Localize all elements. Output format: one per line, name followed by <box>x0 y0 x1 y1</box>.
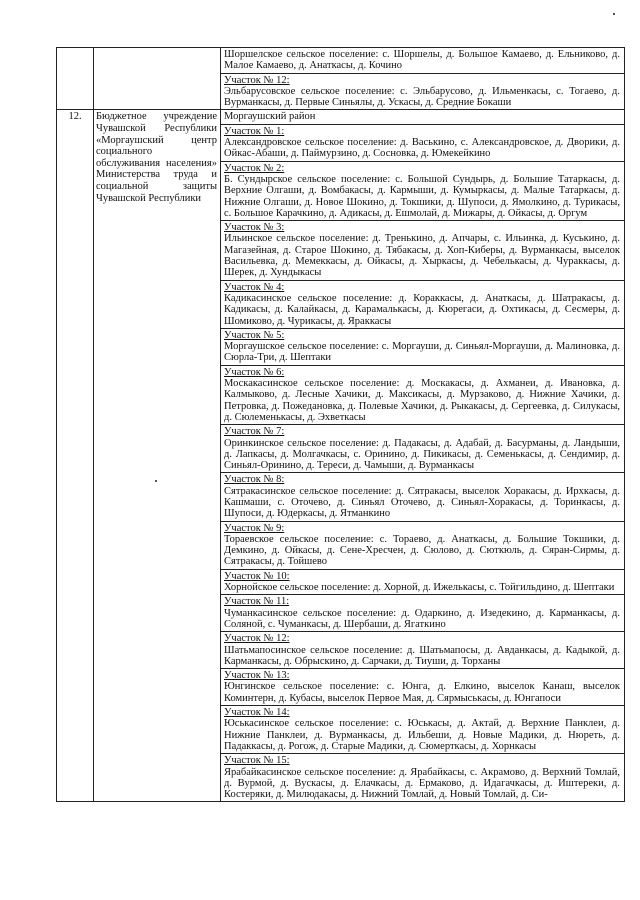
section-label: Участок № 7: <box>224 426 285 438</box>
section-label: Участок № 6: <box>224 366 285 378</box>
scan-speck <box>613 13 615 15</box>
section <box>221 522 624 570</box>
row-number: 12. <box>57 110 94 802</box>
section-label: Участок № 14: <box>224 707 290 719</box>
section <box>221 366 624 425</box>
section-label: Участок № 12: <box>224 633 290 645</box>
section-text: Ярабайкасинское сельское поселение: д. Ярабайкасы, с. Акрамово, д. Верхний Томлай, д. Вурмой, д. Вускасы, д. Елачкасы, д. Ермаково, д. Идагачкасы, д. Иштереки, д. Костеряки, д. Милюдакасы, д. Нижний Томлай, д. Новый Томлай, д. Си- <box>224 766 620 801</box>
section-text: Сятракасинское сельское поселение: д. Сятракасы, выселок Хоракасы, д. Ирхкасы, д. Кашмаши, с. Оточево, д. Синьял Оточево, д. Синьял-Хоракасы, д. Торинкасы, д. Шупоси, д. Юдеркасы, д. Ятманкино <box>224 485 620 520</box>
table-row <box>57 110 625 802</box>
section-label: Участок № 9: <box>224 522 285 534</box>
section <box>221 125 624 162</box>
section-text: Шоршелское сельское поселение: с. Шоршелы, д. Большое Камаево, д. Ельниково, д. Малое Камаево, д. Анаткасы, д. Кочино <box>221 48 624 74</box>
institution-name: Бюджетное учреждение Чувашской Республики «Моргаушский центр социального обслуживания населения» Министерства труда и социальной защиты Чувашской Республики <box>94 110 221 802</box>
section <box>221 595 624 632</box>
section-label: Участок № 12: <box>224 74 290 86</box>
section <box>221 281 624 329</box>
section-label: Участок № 10: <box>224 570 290 582</box>
section <box>221 754 624 801</box>
section-text: Хорнойское сельское поселение: д. Хорной, д. Ижелькасы, с. Тойгильдино, д. Шептаки <box>224 582 615 594</box>
section <box>221 74 624 110</box>
section-text: Б. Сундырское сельское поселение: с. Большой Сундырь, д. Большие Татаркасы, д. Верхние Олгаши, д. Вомбакасы, д. Кармыши, д. Кумыркасы, д. Малые Татаркасы, д. Нижние Олгаши, д. Новое Шокино, д. Токшики, д. Шупоси, д. Ямолкино, д. Турикасы, с. Большое Карачкино, д. Адикасы, д. Ешмолай, д. Мижары, д. Ойкасы, д. Оргум <box>224 173 620 219</box>
territory-table <box>56 47 625 802</box>
section <box>221 570 624 596</box>
section-text: Чуманкасинское сельское поселение: д. Одаркино, д. Изедекино, д. Карманкасы, д. Соляной, с. Чуманкасы, д. Шербаши, д. Ягаткино <box>224 607 620 630</box>
document-page <box>56 47 620 802</box>
section-text: Оринкинское сельское поселение: д. Падакасы, д. Адабай, д. Басурманы, д. Ландыши, д. Лапкасы, д. Молгачкасы, с. Оринино, д. Пикикасы, д. Семенькасы, д. Сендимир, д. Синьял-Оринино, д. Тереси, д. Чамыши, д. Вурманкасы <box>224 437 620 472</box>
section-label: Участок № 15: <box>224 755 290 767</box>
scan-speck <box>155 480 157 482</box>
districts-cell <box>221 110 625 802</box>
section-text: Москакасинское сельское поселение: д. Москакасы, д. Ахманеи, д. Ивановка, д. Калмыково, д. Лесные Хачики, д. Максикасы, д. Мурзаково, д. Нижние Хачики, д. Петровка, д. Пожедановка, д. Полевые Хачики, д. Рыкакасы, д. Сергеевка, д. Силукасы, д. Сюлеменькасы, д. Эхветкасы <box>224 378 620 423</box>
section-text: Ильинское сельское поселение: д. Тренькино, д. Апчары, с. Ильинка, д. Куськино, д. Магазейная, д. Старое Шокино, д. Тябакасы, д. Хоп-Киберы, д. Вурманкасы, выселок Васильевка, д. Мемеккасы, д. Ойкасы, д. Хыркасы, д. Чебелькасы, д. Чураккасы, д. Шерек, д. Хундыкасы <box>224 233 620 279</box>
section-text: Александровское сельское поселение: д. Васькино, с. Александровское, д. Дворики, д. Ойкас-Абаши, д. Паймурзино, д. Сосновка, д. Юмекейкино <box>224 137 620 160</box>
section-label: Участок № 8: <box>224 474 285 486</box>
section-label: Участок № 1: <box>224 125 285 137</box>
section-text: Юнгинское сельское поселение: с. Юнга, д. Елкино, выселок Канаш, выселок Коминтерн, д. Кубасы, выселок Первое Мая, д. Сярмыськасы, д. Юнгапоси <box>224 681 620 704</box>
section-text: Тораевское сельское поселение: с. Тораево, д. Анаткасы, д. Большие Токшики, д. Демкино, д. Ойкасы, д. Сене-Хресчен, д. Сюлово, д. Сюткюль, д. Сяран-Сирмы, д. Сятракасы, д. Тойшево <box>224 533 620 568</box>
section-text: Юськасинское сельское поселение: с. Юськасы, д. Актай, д. Верхние Панклеи, д. Нижние Панклеи, д. Вурманкасы, д. Ильбеши, д. Новые Мадики, д. Нюреть, д. Падаккасы, д. Рогож, д. Старые Мадики, д. Сюмерткасы, д. Хорнкасы <box>224 718 620 752</box>
section <box>221 473 624 521</box>
row-number-cell <box>57 48 94 110</box>
section-text: Моргаушское сельское поселение: с. Моргауши, д. Синьял-Моргауши, д. Малиновка, д. Сюрла-Три, д. Шептаки <box>224 341 620 364</box>
section <box>221 329 624 366</box>
institution-cell <box>94 48 221 110</box>
table-row <box>57 48 625 110</box>
section-text: Шатьмапосинское сельское поселение: д. Шатьмапосы, д. Авданкасы, д. Кадыкой, д. Карманкасы, д. Обрыскино, д. Сарчаки, д. Тиуши, д. Торханы <box>224 644 620 667</box>
section-label: Участок № 11: <box>224 596 290 608</box>
section-text: Кадикасинское сельское поселение: д. Кораккасы, д. Анаткасы, д. Шатракасы, д. Кадикасы, д. Калайкасы, д. Карамалькасы, д. Кюрегаси, д. Охтикасы, д. Сесмеры, д. Шомиково, д. Чурикасы, д. Яраккасы <box>224 292 620 327</box>
section <box>221 425 624 473</box>
section <box>221 669 624 706</box>
districts-cell <box>221 48 625 110</box>
section <box>221 706 624 754</box>
section-label: Участок № 13: <box>224 670 290 682</box>
section <box>221 221 624 280</box>
section-text: Эльбарусовское сельское поселение: с. Эльбарусово, д. Ильменкасы, с. Тогаево, д. Вурманкасы, д. Первые Синьялы, д. Ускасы, д. Средние Бокаши <box>224 85 620 109</box>
section <box>221 162 624 221</box>
district-name: Моргаушский район <box>221 110 624 124</box>
section-label: Участок № 2: <box>224 162 285 174</box>
section-label: Участок № 5: <box>224 329 285 341</box>
section-label: Участок № 4: <box>224 281 285 293</box>
section-label: Участок № 3: <box>224 222 285 234</box>
section <box>221 632 624 669</box>
